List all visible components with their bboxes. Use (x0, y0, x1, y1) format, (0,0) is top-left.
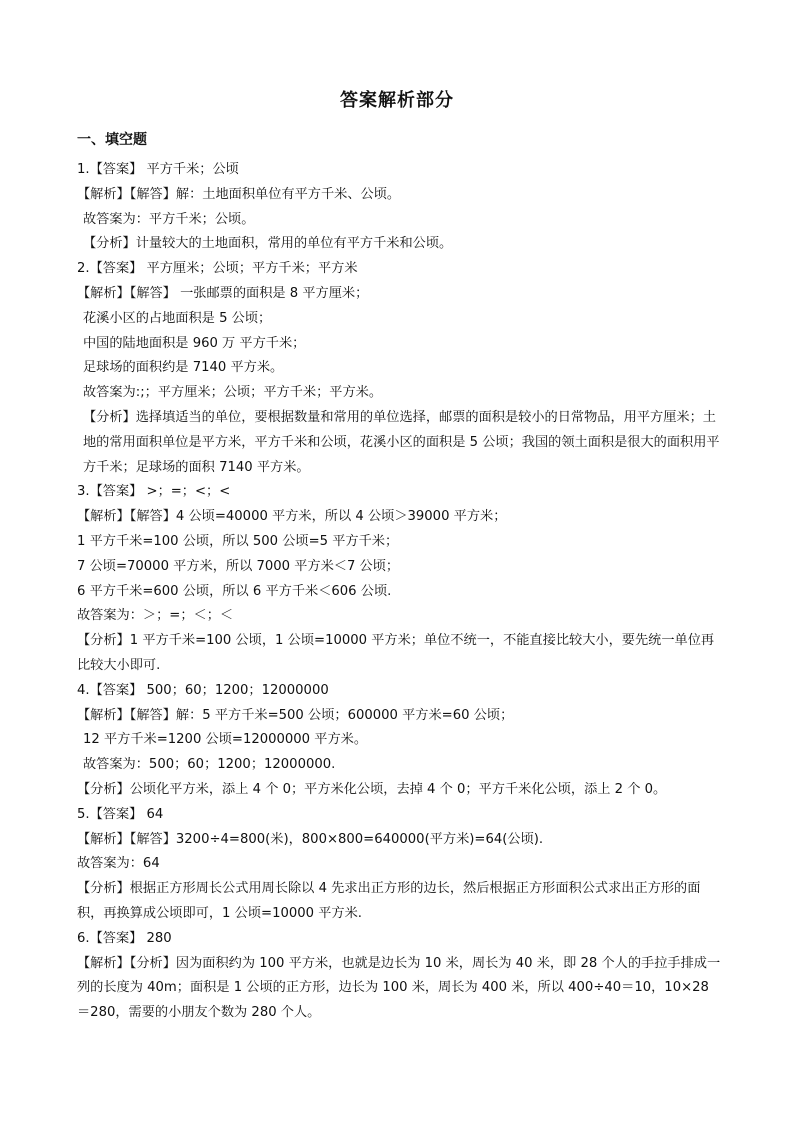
analysis-line: 6 平方千米=600 公顷，所以 6 平方千米＜606 公顷. (77, 583, 392, 599)
question-1 (77, 158, 721, 257)
analysis-line: 【解析】【解答】 一张邮票的面积是 8 平方厘米； (77, 285, 369, 301)
answer-line: 2.【答案】 平方厘米；公顷；平方千米；平方米 (77, 261, 358, 277)
answer-line: 3.【答案】 >；=；<；< (77, 484, 231, 500)
analysis-line: 中国的陆地面积是 960 万 平方千米； (83, 335, 306, 351)
answer-list (77, 158, 721, 1026)
question-5 (77, 803, 721, 927)
conclusion-line: 故答案为:;；平方厘米；公顷；平方千米；平方米。 (83, 385, 383, 401)
explanation-line: 【分析】计量较大的土地面积，常用的单位有平方千米和公顷。 (83, 236, 453, 252)
analysis-line: 花溪小区的占地面积是 5 公顷； (83, 310, 272, 326)
question-6 (77, 927, 721, 1026)
conclusion-line: 故答案为：平方千米；公顷。 (83, 211, 255, 227)
analysis-line: 1 平方千米=100 公顷，所以 500 公顷=5 平方千米； (77, 533, 399, 549)
analysis-line: 12 平方千米=1200 公顷=12000000 平方米。 (83, 732, 368, 748)
answer-line: 5.【答案】 64 (77, 806, 164, 822)
question-2 (77, 257, 721, 480)
explanation-line: 【分析】公顷化平方米，添上 4 个 0；平方米化公顷，去掉 4 个 0；平方千米化公顷，添上 2 个 0。 (77, 781, 667, 797)
conclusion-line: 故答案为：64 (77, 856, 160, 872)
explanation-line: 【分析】选择填适当的单位，要根据数量和常用的单位选择，邮票的面积是较小的日常物品，用平方厘米；土地的常用面积单位是平方米，平方千米和公顷，花溪小区的面积是 5 公顷；我国的领土面积是很大的面积用平方千米；足球场的面积 7140 平方米。 (83, 409, 720, 475)
page-title: 答案解析部分 (340, 90, 454, 111)
analysis-line: 【解析】【解答】解：5 平方千米=500 公顷；600000 平方米=60 公顷； (77, 707, 514, 723)
analysis-line: 【解析】【解答】3200÷4=800(米)，800×800=640000(平方米)=64(公顷). (77, 831, 544, 847)
explanation-line: 【解析】【分析】因为面积约为 100 平方米，也就是边长为 10 米，周长为 40 米，即 28 个人的手拉手排成一列的长度为 40m；面积是 1 公顷的正方形，边长为 100 米，周长为 400 米，所以 400÷40＝10，10×28＝280，需要的小朋友个数为 280 个人。 (77, 955, 721, 1021)
section-heading: 一、填空题 (77, 132, 147, 148)
answer-line: 1.【答案】 平方千米；公顷 (77, 162, 239, 177)
analysis-line: 足球场的面积约是 7140 平方米。 (83, 360, 284, 376)
conclusion-line: 故答案为：500；60；1200；12000000. (83, 757, 336, 773)
analysis-line: 7 公顷=70000 平方米，所以 7000 平方米＜7 公顷； (77, 558, 400, 574)
answer-line: 4.【答案】 500；60；1200；12000000 (77, 682, 329, 698)
explanation-line: 【分析】根据正方形周长公式用周长除以 4 先求出正方形的边长，然后根据正方形面积公式求出正方形的面积，再换算成公顷即可，1 公顷=10000 平方米. (77, 881, 701, 921)
question-3 (77, 480, 721, 678)
analysis-line: 【解析】【解答】解：土地面积单位有平方千米、公顷。 (77, 186, 401, 202)
analysis-line: 【解析】【解答】4 公顷=40000 平方米，所以 4 公顷＞39000 平方米； (77, 509, 507, 525)
conclusion-line: 故答案为：＞；=；＜；＜ (77, 608, 234, 624)
answer-line: 6.【答案】 280 (77, 930, 172, 946)
explanation-line: 【分析】1 平方千米=100 公顷，1 公顷=10000 平方米；单位不统一，不能直接比较大小，要先统一单位再比较大小即可. (77, 633, 715, 673)
question-4 (77, 679, 721, 803)
